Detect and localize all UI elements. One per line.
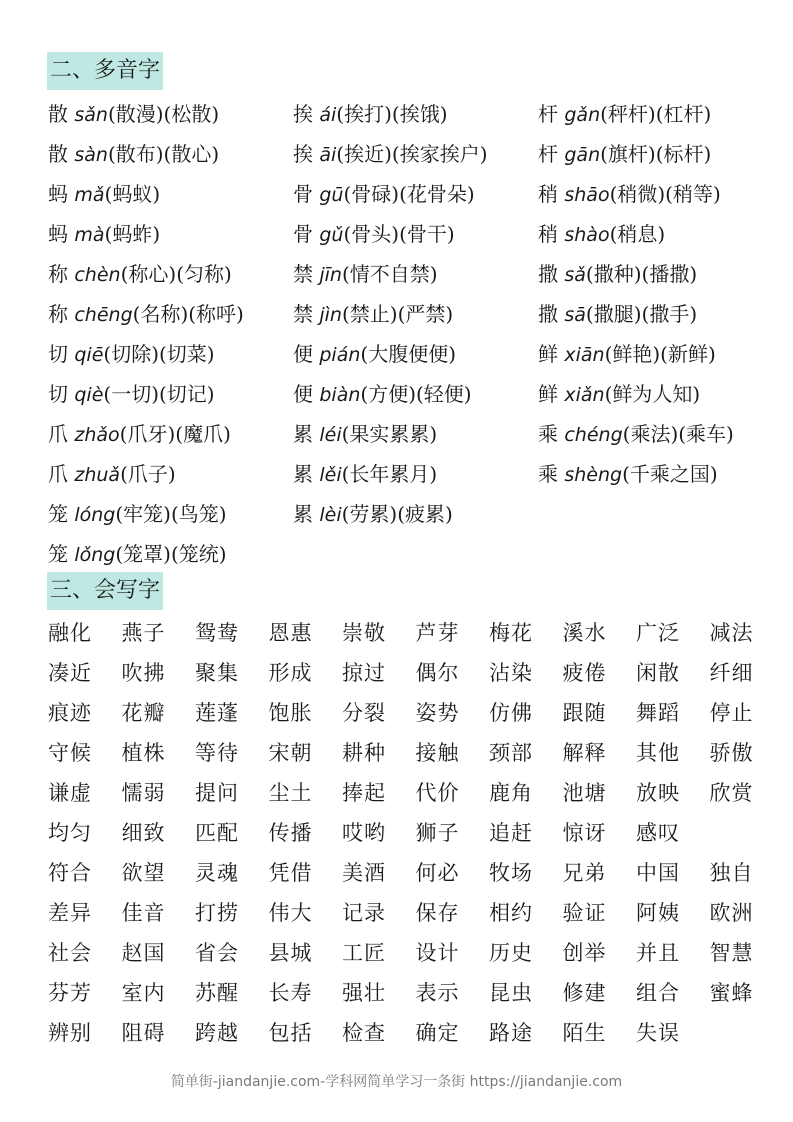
polyphone-character: 笼 [48, 541, 68, 566]
example-words: (蚂蚁) [104, 181, 161, 206]
writing-word: 表示 [415, 981, 460, 1005]
writing-word: 保存 [415, 901, 460, 925]
polyphone-character: 禁 [293, 261, 313, 286]
writing-word: 燕子 [121, 621, 166, 645]
writing-word: 检查 [342, 1021, 386, 1045]
writing-word: 鹿角 [489, 781, 533, 805]
polyphone-entry [48, 378, 293, 407]
writing-word: 痕迹 [48, 701, 92, 725]
writing-word: 溪水 [562, 621, 607, 645]
pinyin: léi [319, 423, 342, 446]
writing-word: 失误 [636, 1021, 680, 1045]
writing-word: 验证 [562, 901, 607, 925]
polyphone-character: 散 [48, 101, 68, 126]
writing-word: 匹配 [195, 821, 239, 845]
example-words: (劳累)(疲累) [341, 501, 453, 526]
polyphone-character: 便 [293, 381, 313, 406]
writing-word: 谦虚 [48, 781, 92, 805]
writing-word: 凭借 [268, 861, 313, 885]
writing-word: 等待 [195, 741, 239, 765]
polyphone-entry [293, 98, 538, 127]
writing-word: 提问 [195, 781, 239, 805]
polyphone-row [48, 412, 778, 452]
pinyin: sā [564, 303, 586, 326]
pinyin: chèn [74, 263, 121, 286]
polyphone-row [48, 212, 778, 252]
polyphone-entry [293, 178, 538, 207]
polyphone-character: 蚂 [48, 181, 68, 206]
polyphone-character: 杆 [538, 101, 558, 126]
polyphone-character: 鲜 [538, 341, 558, 366]
polyphone-table [48, 92, 778, 572]
writing-word: 佳音 [121, 901, 166, 925]
example-words: (一切)(切记) [103, 381, 215, 406]
example-words: (鲜艳)(新鲜) [604, 341, 716, 366]
pinyin: lèi [319, 503, 342, 526]
writing-word: 赵国 [121, 941, 166, 965]
polyphone-entry [293, 378, 538, 407]
polyphone-character: 撒 [538, 301, 558, 326]
writing-words-row [48, 852, 788, 892]
polyphone-row [48, 252, 778, 292]
pinyin: lǒng [74, 543, 116, 566]
writing-words-row [48, 812, 788, 852]
example-words: (乘法)(乘车) [622, 421, 734, 446]
polyphone-entry [538, 218, 778, 247]
polyphone-entry [48, 138, 293, 167]
polyphone-entry [293, 458, 538, 487]
writing-word: 池塘 [562, 781, 607, 805]
section-heading-writing-words: 三、会写字 [47, 572, 163, 610]
polyphone-entry [538, 418, 778, 447]
polyphone-entry [293, 298, 538, 327]
writing-word: 记录 [342, 901, 386, 925]
example-words: (果实累累) [341, 421, 438, 446]
polyphone-entry [48, 178, 293, 207]
writing-word: 惊讶 [562, 821, 607, 845]
pinyin: qiè [74, 383, 104, 406]
writing-word: 闲散 [636, 661, 680, 685]
writing-word: 耕种 [342, 741, 386, 765]
writing-word: 崇敬 [342, 621, 386, 645]
example-words: (爪牙)(魔爪) [119, 421, 231, 446]
pinyin: sàn [74, 143, 108, 166]
writing-word: 室内 [121, 981, 166, 1005]
writing-word: 接触 [415, 741, 460, 765]
polyphone-row [48, 332, 778, 372]
polyphone-character: 便 [293, 341, 313, 366]
polyphone-entry [48, 498, 293, 527]
writing-word: 解释 [562, 741, 607, 765]
polyphone-character: 稍 [538, 181, 558, 206]
writing-word: 沾染 [489, 661, 533, 685]
pinyin: jīn [319, 263, 342, 286]
writing-word: 路途 [489, 1021, 533, 1045]
writing-word: 颈部 [489, 741, 533, 765]
polyphone-character: 禁 [293, 301, 313, 326]
example-words: (禁止)(严禁) [341, 301, 454, 326]
writing-word: 懦弱 [121, 781, 166, 805]
writing-word: 跟随 [562, 701, 607, 725]
polyphone-entry [293, 218, 538, 247]
writing-words-row [48, 772, 788, 812]
polyphone-character: 乘 [538, 421, 558, 446]
writing-word: 确定 [415, 1021, 460, 1045]
polyphone-entry [48, 538, 293, 567]
polyphone-entry [293, 138, 538, 167]
polyphone-character: 切 [48, 381, 68, 406]
writing-word: 阿姨 [636, 901, 680, 925]
writing-word: 伟大 [268, 901, 313, 925]
section-heading-polyphones: 二、多音字 [47, 52, 163, 90]
writing-words-row [48, 972, 788, 1012]
writing-word: 骄傲 [709, 741, 754, 765]
writing-word: 追赶 [489, 821, 533, 845]
writing-word: 昆虫 [489, 981, 533, 1005]
writing-word: 社会 [48, 941, 92, 965]
example-words: (方便)(轻便) [360, 381, 472, 406]
writing-word: 吹拂 [121, 661, 166, 685]
polyphone-row [48, 532, 778, 572]
polyphone-row [48, 172, 778, 212]
example-words: (情不自禁) [341, 261, 438, 286]
writing-word: 放映 [636, 781, 680, 805]
example-words: (秤杆)(杠杆) [600, 101, 712, 126]
writing-word: 陌生 [562, 1021, 607, 1045]
example-words: (牢笼)(鸟笼) [115, 501, 227, 526]
writing-words-row [48, 892, 788, 932]
writing-word: 姿势 [415, 701, 460, 725]
writing-word: 跨越 [195, 1021, 239, 1045]
polyphone-entry [293, 498, 538, 527]
writing-word: 舞蹈 [636, 701, 680, 725]
polyphone-character: 切 [48, 341, 68, 366]
example-words: (大腹便便) [360, 341, 456, 366]
polyphone-entry [538, 98, 778, 127]
pinyin: gǔ [319, 223, 344, 246]
example-words: (称心)(匀称) [120, 261, 232, 286]
writing-word: 均匀 [48, 821, 92, 845]
writing-word: 组合 [636, 981, 680, 1005]
example-words: (稍微)(稍等) [609, 181, 721, 206]
example-words: (骨头)(骨干) [343, 221, 455, 246]
writing-word: 狮子 [415, 821, 460, 845]
writing-word: 仿佛 [489, 701, 533, 725]
writing-word: 凑近 [48, 661, 92, 685]
writing-word: 掠过 [342, 661, 386, 685]
writing-word: 欧洲 [709, 901, 754, 925]
writing-word: 其他 [636, 741, 680, 765]
pinyin: mǎ [74, 183, 105, 206]
writing-word: 减法 [709, 621, 754, 645]
writing-word: 芬芳 [48, 981, 92, 1005]
writing-word: 创举 [562, 941, 607, 965]
writing-word: 灵魂 [195, 861, 239, 885]
pinyin: sǎn [74, 103, 108, 126]
example-words: (挨打)(挨饿) [336, 101, 448, 126]
polyphone-entry [293, 338, 538, 367]
polyphone-entry [48, 218, 293, 247]
writing-word: 符合 [48, 861, 92, 885]
polyphone-entry [293, 418, 538, 447]
example-words: (撒腿)(撒手) [585, 301, 698, 326]
writing-word: 中国 [636, 861, 680, 885]
writing-word: 尘土 [268, 781, 313, 805]
polyphone-entry [538, 258, 778, 287]
writing-words-grid [48, 612, 788, 1052]
writing-words-row [48, 612, 788, 652]
example-words: (稍息) [609, 221, 666, 246]
polyphone-entry [538, 378, 778, 407]
writing-word: 传播 [268, 821, 313, 845]
page-footer: 简单街-jiandanjie.com-学科网简单学习一条街 https://jiandanjie.com [170, 1074, 623, 1090]
writing-word: 莲蓬 [195, 701, 239, 725]
writing-word: 智慧 [709, 941, 754, 965]
writing-word: 聚集 [195, 661, 239, 685]
writing-word: 守候 [48, 741, 92, 765]
writing-word: 停止 [709, 701, 754, 725]
polyphone-entry [48, 458, 293, 487]
writing-word: 独自 [709, 861, 754, 885]
writing-word: 细致 [121, 821, 166, 845]
polyphone-character: 累 [293, 421, 313, 446]
writing-word: 历史 [489, 941, 533, 965]
pinyin: xiān [564, 343, 605, 366]
writing-word: 差异 [48, 901, 92, 925]
writing-word: 美酒 [342, 861, 386, 885]
pinyin: ái [319, 103, 337, 126]
polyphone-character: 骨 [293, 221, 313, 246]
writing-words-row [48, 692, 788, 732]
example-words: (散漫)(松散) [107, 101, 220, 126]
polyphone-row [48, 452, 778, 492]
pinyin: pián [319, 343, 361, 366]
writing-word: 植株 [121, 741, 166, 765]
example-words: (名称)(称呼) [132, 301, 244, 326]
polyphone-entry [48, 418, 293, 447]
pinyin: sǎ [564, 263, 586, 286]
writing-word: 宋朝 [268, 741, 313, 765]
polyphone-entry [538, 458, 778, 487]
example-words: (撒种)(播撒) [585, 261, 698, 286]
example-words: (鲜为人知) [604, 381, 701, 406]
writing-word: 欣赏 [709, 781, 754, 805]
writing-word: 何必 [415, 861, 460, 885]
writing-word: 并且 [636, 941, 680, 965]
pinyin: zhǎo [74, 423, 120, 446]
pinyin: lóng [74, 503, 116, 526]
writing-word: 花瓣 [121, 701, 166, 725]
writing-word: 县城 [268, 941, 313, 965]
example-words: (爪子) [120, 461, 176, 486]
writing-word: 哎哟 [342, 821, 386, 845]
writing-word: 疲倦 [562, 661, 607, 685]
pinyin: gān [564, 143, 601, 166]
writing-word: 设计 [415, 941, 460, 965]
pinyin: zhuǎ [74, 463, 121, 486]
writing-word: 长寿 [268, 981, 313, 1005]
polyphone-character: 鲜 [538, 381, 558, 406]
writing-word: 形成 [268, 661, 313, 685]
polyphone-character: 累 [293, 501, 313, 526]
pinyin: shèng [564, 463, 623, 486]
polyphone-entry [538, 138, 778, 167]
polyphone-row [48, 492, 778, 532]
pinyin: jìn [319, 303, 342, 326]
polyphone-entry [538, 298, 778, 327]
writing-word: 修建 [562, 981, 607, 1005]
pinyin: xiǎn [564, 383, 605, 406]
polyphone-row [48, 92, 778, 132]
pinyin: gū [319, 183, 344, 206]
pinyin: shào [564, 223, 610, 246]
polyphone-entry [538, 338, 778, 367]
polyphone-character: 杆 [538, 141, 558, 166]
writing-word: 蜜蜂 [709, 981, 754, 1005]
polyphone-row [48, 372, 778, 412]
polyphone-entry [48, 98, 293, 127]
pinyin: chēng [74, 303, 133, 326]
polyphone-character: 称 [48, 301, 68, 326]
polyphone-entry [48, 258, 293, 287]
polyphone-entry [293, 258, 538, 287]
pinyin: shāo [564, 183, 610, 206]
polyphone-character: 乘 [538, 461, 558, 486]
polyphone-character: 骨 [293, 181, 313, 206]
writing-word: 阻碍 [121, 1021, 166, 1045]
example-words: (挨近)(挨家挨户) [336, 141, 488, 166]
pinyin: qiē [74, 343, 104, 366]
example-words: (旗杆)(标杆) [600, 141, 712, 166]
writing-word: 广泛 [636, 621, 680, 645]
writing-word: 纤细 [709, 661, 754, 685]
pinyin: gǎn [564, 103, 601, 126]
polyphone-character: 稍 [538, 221, 558, 246]
writing-word: 强壮 [342, 981, 386, 1005]
writing-words-row [48, 732, 788, 772]
writing-word: 鸳鸯 [195, 621, 239, 645]
polyphone-character: 蚂 [48, 221, 68, 246]
writing-word: 分裂 [342, 701, 386, 725]
pinyin: lěi [319, 463, 342, 486]
polyphone-character: 散 [48, 141, 68, 166]
writing-word: 打捞 [195, 901, 239, 925]
polyphone-character: 挨 [293, 101, 313, 126]
writing-word: 偶尔 [415, 661, 460, 685]
example-words: (笼罩)(笼统) [115, 541, 227, 566]
pinyin: āi [319, 143, 337, 166]
polyphone-row [48, 132, 778, 172]
polyphone-entry [48, 298, 293, 327]
writing-word: 辨别 [48, 1021, 92, 1045]
writing-word: 兄弟 [562, 861, 607, 885]
writing-word: 融化 [48, 621, 92, 645]
example-words: (骨碌)(花骨朵) [343, 181, 475, 206]
example-words: (蚂蚱) [104, 221, 161, 246]
polyphone-character: 累 [293, 461, 313, 486]
pinyin: biàn [319, 383, 361, 406]
writing-word: 牧场 [489, 861, 533, 885]
writing-word: 恩惠 [268, 621, 313, 645]
example-words: (千乘之国) [622, 461, 718, 486]
writing-word: 梅花 [489, 621, 533, 645]
polyphone-character: 称 [48, 261, 68, 286]
example-words: (切除)(切菜) [103, 341, 215, 366]
polyphone-character: 撒 [538, 261, 558, 286]
polyphone-character: 笼 [48, 501, 68, 526]
pinyin: mà [74, 223, 105, 246]
writing-words-row [48, 1012, 788, 1052]
polyphone-character: 爪 [48, 421, 68, 446]
polyphone-row [48, 292, 778, 332]
writing-word: 省会 [195, 941, 239, 965]
polyphone-entry [48, 338, 293, 367]
writing-words-row [48, 932, 788, 972]
writing-words-row [48, 652, 788, 692]
writing-word: 饱胀 [268, 701, 313, 725]
example-words: (长年累月) [341, 461, 438, 486]
polyphone-character: 挨 [293, 141, 313, 166]
writing-word: 包括 [268, 1021, 313, 1045]
writing-word: 相约 [489, 901, 533, 925]
writing-word: 捧起 [342, 781, 386, 805]
writing-word: 芦芽 [415, 621, 460, 645]
writing-word: 工匠 [342, 941, 386, 965]
writing-word: 苏醒 [195, 981, 239, 1005]
polyphone-character: 爪 [48, 461, 68, 486]
writing-word: 代价 [415, 781, 460, 805]
polyphone-entry [538, 178, 778, 207]
example-words: (散布)(散心) [107, 141, 220, 166]
writing-word: 欲望 [121, 861, 166, 885]
pinyin: chéng [564, 423, 623, 446]
writing-word: 感叹 [636, 821, 680, 845]
